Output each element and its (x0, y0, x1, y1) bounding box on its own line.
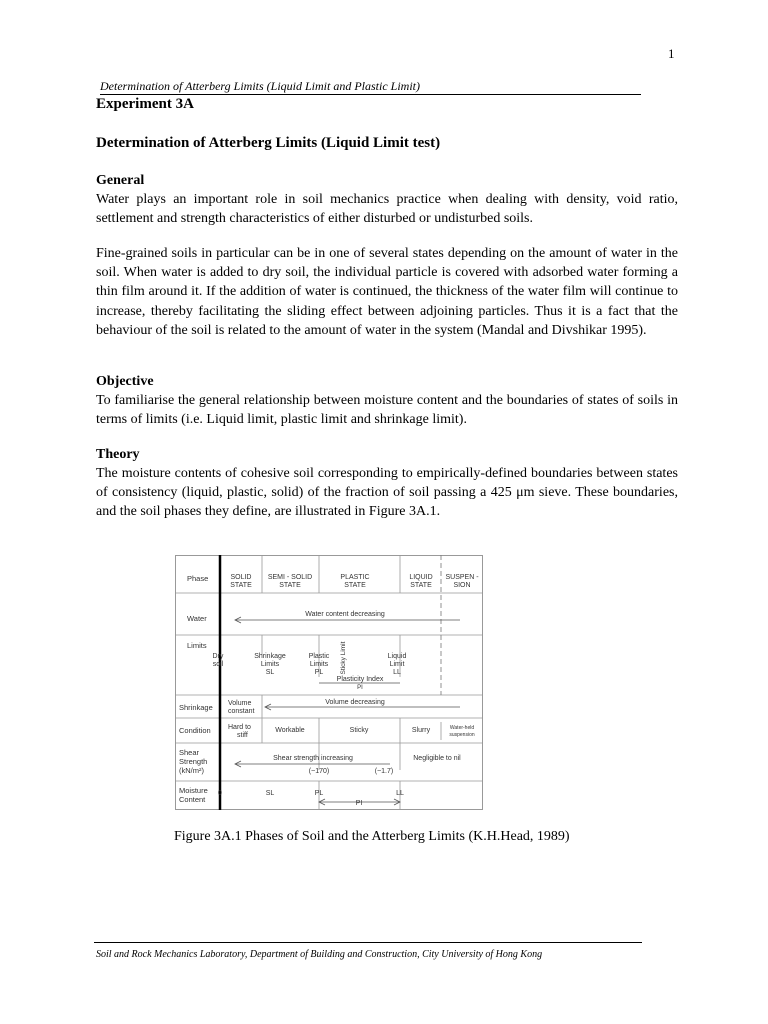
general-paragraph-1: Water plays an important role in soil mechanics practice when dealing with density, void ratio, settlement and strength characteristics of either disturbed or undisturbed soils. (96, 192, 678, 227)
figure-caption: Figure 3A.1 Phases of Soil and the Atterberg Limits (K.H.Head, 1989) (174, 829, 570, 844)
general-paragraph-2: Fine-grained soils in particular can be in one of several states depending on the amount of water in the soil. When water is added to dry soil, the individual particle is covered with adsorbed water forming a thin film around it. If the addition of water is continued, the thickness of the water film will continue to increase, thereby facilitating the sliding effect between adjoining particles. Thus it is a fact that the behaviour of the soil is related to the amount of water in the system (Mandal and Divshikar 1995). (96, 246, 678, 338)
row-label-shear-1: Shear (179, 748, 200, 757)
row-label-moisture-1: Moisture (179, 786, 208, 795)
row-label-shear-2: Strength (179, 757, 208, 766)
footer-rule (94, 942, 642, 943)
state-liquid-2: STATE (410, 582, 432, 589)
shear-increasing: Shear strength increasing (273, 755, 353, 762)
state-liquid-1: LIQUID (409, 574, 433, 581)
sticky-limit-label: Sticky Limit (340, 641, 347, 675)
general-heading: General (96, 173, 145, 188)
shrinkage-limit-label-1: Shrinkage (254, 653, 286, 660)
plasticity-index-label-2: PI (357, 685, 363, 691)
moisture-labels (218, 790, 404, 807)
row-label-limits: Limits (187, 641, 207, 650)
experiment-label: Experiment 3A (96, 96, 194, 112)
volume-constant-2: constant (228, 708, 255, 715)
condition-labels (228, 724, 475, 739)
objective-heading: Objective (96, 374, 154, 389)
state-semi-2: STATE (279, 582, 301, 589)
plastic-limit-label-2: Limits (309, 661, 329, 668)
condition-hard-2: stiff (237, 732, 248, 739)
water-content-text: Water content decreasing (305, 611, 385, 618)
dry-label-2: soil (212, 661, 224, 668)
row-labels (179, 574, 213, 804)
row-label-shrinkage: Shrinkage (179, 703, 213, 712)
state-suspension-2: SION (453, 582, 471, 589)
liquid-limit-label-3: LL (393, 669, 401, 676)
page-number: 1 (668, 46, 675, 61)
condition-sticky: Sticky (349, 727, 369, 734)
shear-labels (273, 755, 461, 775)
shrinkage-limit-label-3: SL (265, 669, 275, 676)
plastic-limit-label-1: Plastic (308, 653, 330, 660)
volume-constant-1: Volume (228, 700, 252, 707)
liquid-limit-label-1: Liquid (387, 653, 407, 660)
state-solid-1: SOLID (230, 574, 252, 581)
moisture-sl: SL (265, 790, 275, 797)
page-title: Determination of Atterberg Limits (Liquid Limit test) (96, 135, 441, 151)
state-semi-1: SEMI - SOLID (267, 574, 313, 581)
row-label-moisture-2: Content (179, 795, 206, 804)
dry-label-1: Dry (212, 653, 224, 660)
row-label-shear-3: (kN/m²) (179, 766, 204, 775)
state-suspension-1: SUSPEN - (445, 574, 479, 581)
shear-value-1: (~170) (308, 768, 330, 775)
page-footer: Soil and Rock Mechanics Laboratory, Department of Building and Construction, City University of Hong Kong (96, 949, 543, 960)
plasticity-index-label-1: Plasticity Index (336, 676, 384, 683)
moisture-pi: PI (355, 800, 363, 807)
condition-water-held-2: suspension (449, 732, 475, 738)
moisture-pl: PL (314, 790, 324, 797)
state-solid-2: STATE (230, 582, 252, 589)
state-plastic-2: STATE (344, 582, 366, 589)
plastic-limit-label-3: PL (314, 669, 324, 676)
theory-paragraph: The moisture contents of cohesive soil corresponding to empirically-defined boundaries between states of consistency (liquid, plastic, solid) of the fraction of soil passing a 425 μm sieve. These boundaries, and the soil phases they define, are illustrated in Figure 3A.1. (96, 466, 678, 520)
liquid-limit-label-2: Limit (389, 661, 405, 668)
condition-water-held-1: Water-held (449, 725, 475, 731)
limit-labels (213, 653, 407, 691)
state-labels (230, 574, 479, 589)
objective-paragraph: To familiarise the general relationship between moisture content and the boundaries of states of soils in terms of limits (i.e. Liquid limit, plastic limit and shrinkage limit). (96, 393, 678, 428)
figure-arrows (235, 617, 460, 805)
volume-decreasing: Volume decreasing (325, 699, 385, 706)
shear-negligible: Negligible to nil (413, 755, 461, 762)
shrinkage-limit-label-2: Limits (260, 661, 280, 668)
row-label-phase: Phase (187, 574, 209, 583)
row-label-water: Water (187, 614, 207, 623)
atterberg-limits-figure (175, 555, 483, 810)
shear-value-2: (~1.7) (374, 768, 394, 775)
condition-workable: Workable (275, 727, 305, 734)
running-header: Determination of Atterberg Limits (Liquid Limit and Plastic Limit) (100, 79, 641, 95)
state-plastic-1: PLASTIC (340, 574, 370, 581)
row-label-condition: Condition (179, 726, 211, 735)
moisture-ll: LL (396, 790, 404, 797)
condition-slurry: Slurry (411, 727, 431, 734)
condition-hard-1: Hard to (228, 724, 251, 731)
limit-lines (262, 635, 400, 810)
moisture-zero: 0 (218, 790, 222, 797)
theory-heading: Theory (96, 447, 140, 462)
